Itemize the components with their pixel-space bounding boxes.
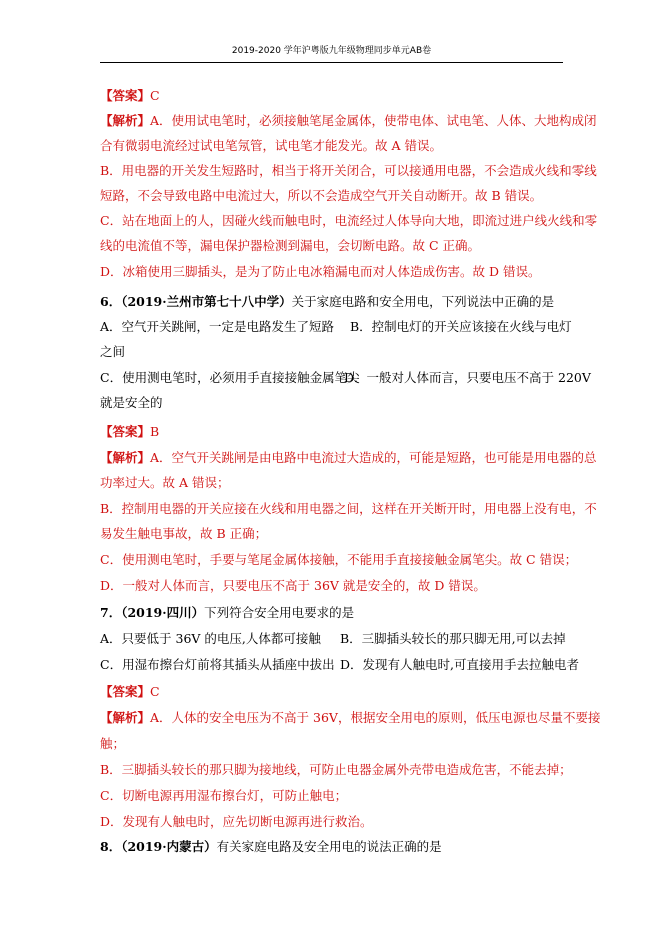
q5-analysis-b-line1: B．用电器的开关发生短路时，相当于将开关闭合，可以接通用电器，不会造成火线和零线 <box>100 163 597 178</box>
q7-analysis-d-line1: D．发现有人触电时，应先切断电源再进行救治。 <box>100 814 373 829</box>
answer-label: 【答案】 <box>100 88 151 103</box>
q6-analysis-a-line2: 功率过大。故 A 错误； <box>100 475 230 490</box>
q5-answer <box>100 87 570 105</box>
q5-analysis-a-line2: 合有微弱电流经过试电笔氖管，试电笔才能发光。故 A 错误。 <box>100 138 442 153</box>
q6-option-d-cont: 就是安全的 <box>100 395 163 410</box>
question-stem: 有关家庭电路及安全用电的说法正确的是 <box>216 839 442 854</box>
q6-options-row2 <box>100 369 591 387</box>
answer-label: 【答案】 <box>100 684 151 699</box>
option-c: C．使用测电笔时，必须用手直接接触金属笔尖 <box>100 370 360 385</box>
analysis-label: 【解析】 <box>100 450 151 465</box>
q5-analysis-c-line2: 线的电流值不等，漏电保护器检测到漏电，会切断电路。故 C 正确。 <box>100 238 481 253</box>
analysis-label: 【解析】 <box>100 710 151 725</box>
answer-value: C <box>150 684 160 699</box>
analysis-label: 【解析】 <box>100 113 151 128</box>
q7-analysis-b-line1: B．三脚插头较长的那只脚为接地线，可防止电器金属外壳带电造成危害，不能去掉； <box>100 762 572 777</box>
q6-analysis-a-line1 <box>100 449 597 467</box>
q5-analysis-a-line1 <box>100 112 597 130</box>
analysis-text: A．人体的安全电压为不高于 36V，根据安全用电的原则，低压电源也尽量不要接 <box>150 710 601 725</box>
question-number: 6． <box>100 294 122 309</box>
q7-options-row1 <box>100 630 570 648</box>
option-a: A．空气开关跳闸，一定是电路发生了短路 <box>100 319 335 334</box>
question-source: （2019·四川） <box>121 605 205 620</box>
question-source: （2019·兰州市第七十八中学） <box>121 294 292 309</box>
q6-options-row1 <box>100 318 570 336</box>
q6-stem <box>100 293 570 311</box>
option-d: D．一般对人体而言，只要电压不高于 220V <box>344 370 591 385</box>
question-stem: 下列符合安全用电要求的是 <box>204 605 355 620</box>
page-header: 2019-2020 学年沪粤版九年级物理同步单元AB卷 <box>100 44 563 63</box>
q7-analysis-a-line2: 触； <box>100 736 126 751</box>
analysis-text: A．使用试电笔时，必须接触笔尾金属体，使带电体、试电笔、人体、大地构成闭 <box>150 113 597 128</box>
question-number: 8． <box>100 839 122 854</box>
q6-option-b-cont: 之间 <box>100 344 126 359</box>
q7-options-row2 <box>100 656 579 674</box>
option-b: B．三脚插头较长的那只脚无用,可以去掉 <box>340 631 566 646</box>
option-d: D．发现有人触电时,可直接用手去拉触电者 <box>340 657 579 672</box>
analysis-text: A．空气开关跳闸是由电路中电流过大造成的，可能是短路，也可能是用电器的总 <box>150 450 597 465</box>
q6-analysis-c-line1: C．使用测电笔时，手要与笔尾金属体接触，不能用手直接接触金属笔尖。故 C 错误； <box>100 552 578 567</box>
q5-analysis-c-line1: C．站在地面上的人，因碰火线而触电时，电流经过人体导向大地，即流过进户线火线和零 <box>100 213 598 228</box>
option-c: C．用湿布擦台灯前将其插头从插座中拔出 <box>100 657 335 672</box>
q7-stem <box>100 604 570 622</box>
answer-label: 【答案】 <box>100 424 151 439</box>
q7-answer <box>100 683 570 701</box>
q7-analysis-a-line1 <box>100 709 601 727</box>
question-number: 7． <box>100 605 122 620</box>
answer-value: B <box>150 424 160 439</box>
q6-analysis-d-line1: D．一般对人体而言，只要电压不高于 36V 就是安全的，故 D 错误。 <box>100 578 486 593</box>
q6-analysis-b-line2: 易发生触电事故，故 B 正确； <box>100 526 268 541</box>
q8-stem <box>100 838 570 856</box>
answer-value: C <box>150 88 160 103</box>
q5-analysis-d-line1: D．冰箱使用三脚插头，是为了防止电冰箱漏电而对人体造成伤害。故 D 错误。 <box>100 264 541 279</box>
question-stem: 关于家庭电路和安全用电，下列说法中正确的是 <box>291 294 555 309</box>
q6-analysis-b-line1: B．控制用电器的开关应接在火线和用电器之间，这样在开关断开时，用电器上没有电，不 <box>100 501 597 516</box>
q6-answer <box>100 423 570 441</box>
option-a: A．只要低于 36V 的电压,人体都可接触 <box>100 631 321 646</box>
option-b: B．控制电灯的开关应该接在火线与电灯 <box>350 319 572 334</box>
question-source: （2019·内蒙古） <box>121 839 217 854</box>
q7-analysis-c-line1: C．切断电源再用湿布擦台灯，可防止触电； <box>100 788 348 803</box>
q5-analysis-b-line2: 短路，不会导致电路中电流过大，所以不会造成空气开关自动断开。故 B 错误。 <box>100 188 543 203</box>
